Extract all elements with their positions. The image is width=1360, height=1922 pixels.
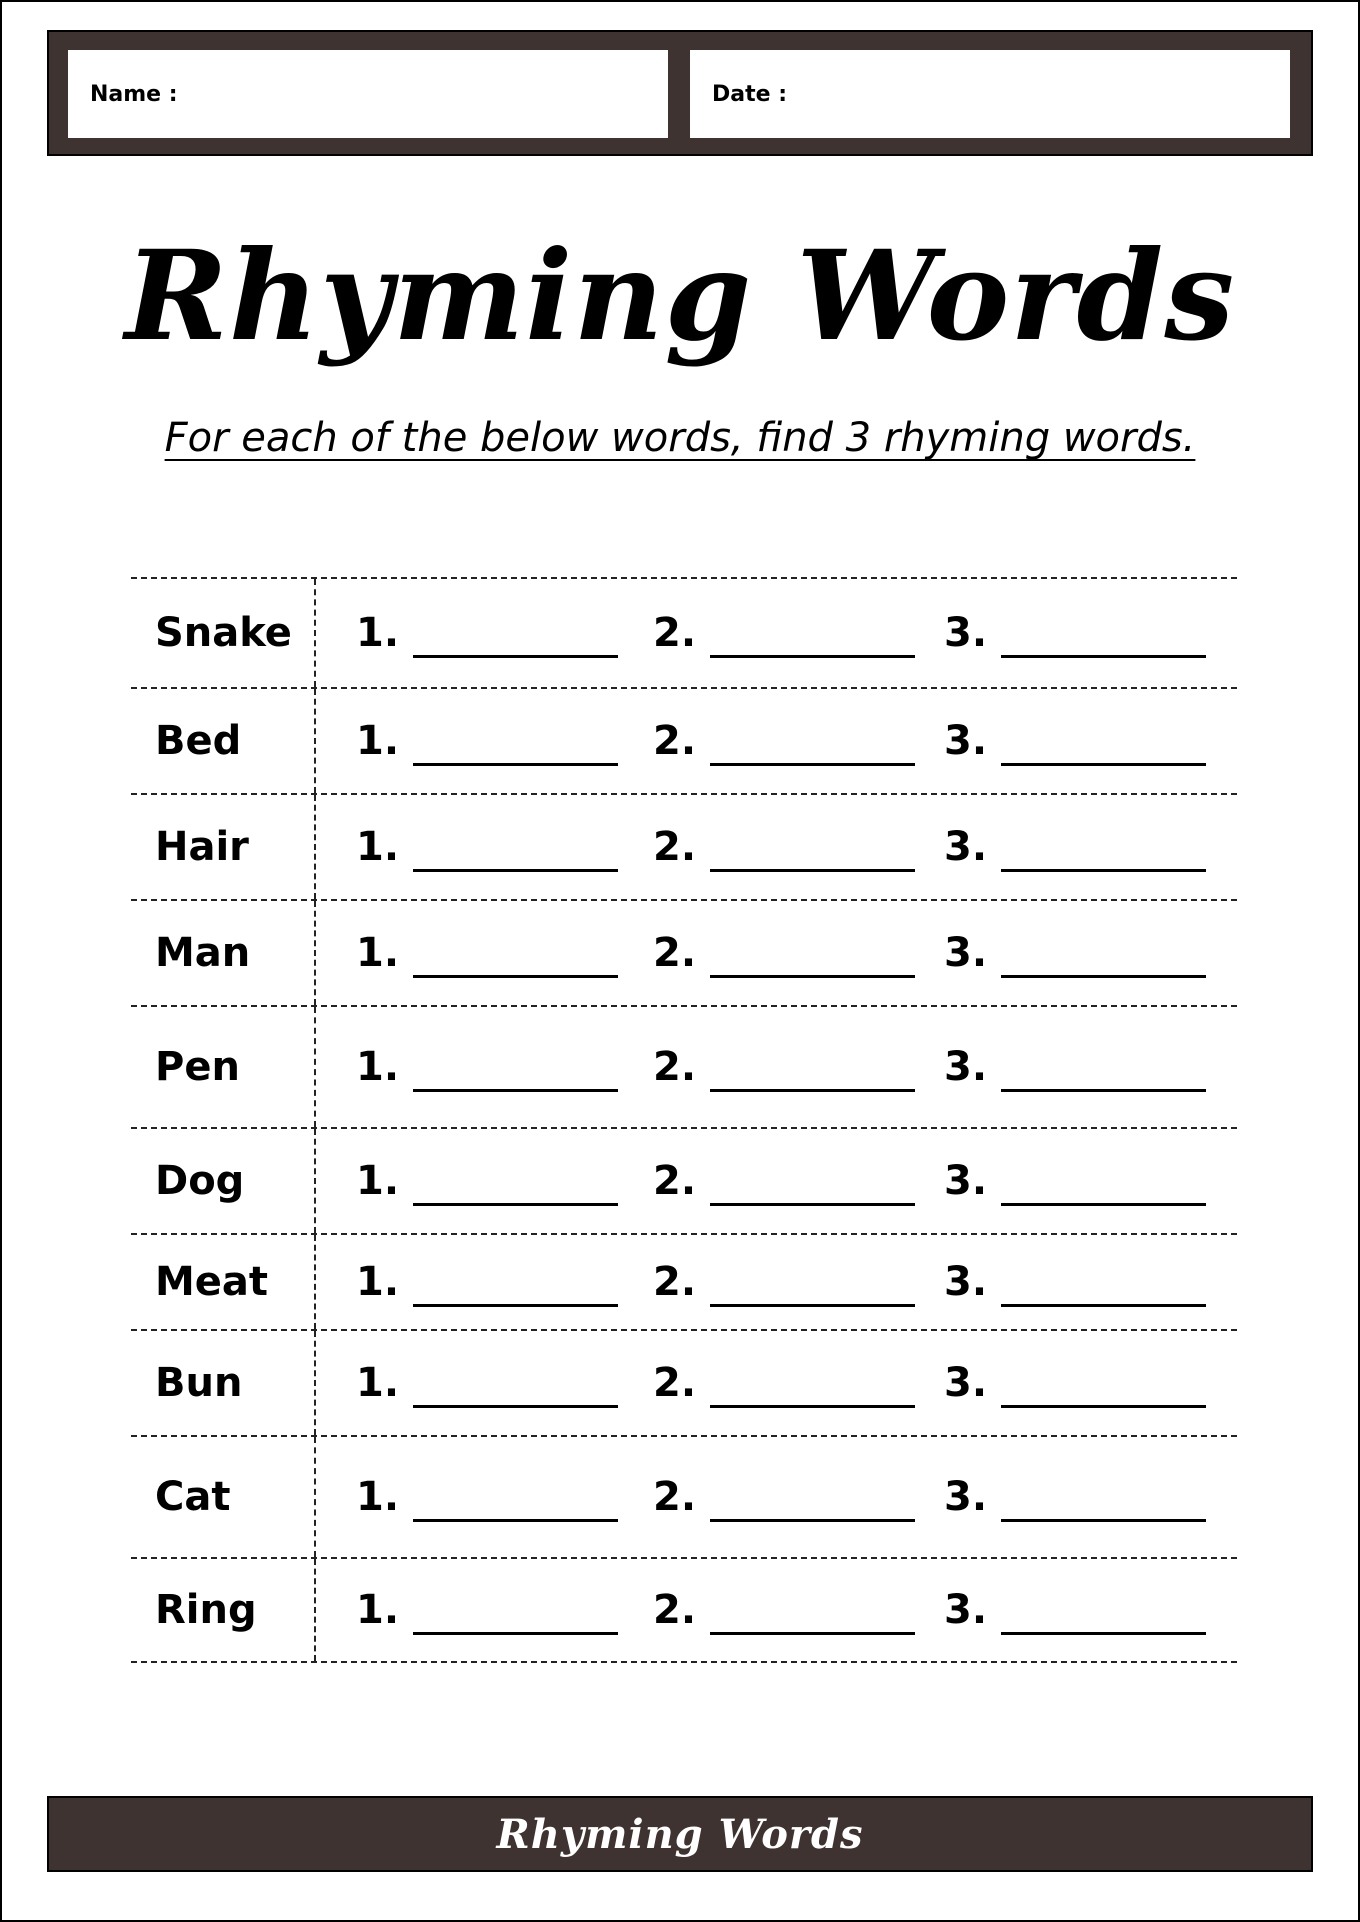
column-divider (314, 1129, 316, 1233)
answer-slot-3 (944, 689, 1206, 793)
answer-blank[interactable] (1001, 1173, 1206, 1206)
worksheet-row (131, 1435, 1237, 1557)
row-word: Hair (155, 824, 249, 870)
worksheet-row (131, 1005, 1237, 1127)
answer-slot-2 (653, 1437, 915, 1557)
worksheet-row (131, 687, 1237, 793)
slot-number: 3. (944, 824, 988, 870)
column-divider (314, 1559, 316, 1661)
answer-slot-3 (944, 795, 1206, 899)
answer-blank[interactable] (413, 733, 618, 766)
answer-slot-3 (944, 1235, 1206, 1329)
worksheet-row (131, 577, 1237, 687)
answer-blank[interactable] (1001, 733, 1206, 766)
answer-blank[interactable] (413, 1375, 618, 1408)
answer-blank[interactable] (710, 1375, 915, 1408)
slot-number: 2. (653, 1587, 697, 1633)
answer-blank[interactable] (1001, 1602, 1206, 1635)
row-word: Pen (155, 1044, 240, 1090)
slot-number: 2. (653, 1259, 697, 1305)
slot-number: 3. (944, 1360, 988, 1406)
slot-number: 3. (944, 610, 988, 656)
answer-slot-1 (356, 795, 618, 899)
answer-blank[interactable] (413, 945, 618, 978)
slot-number: 2. (653, 824, 697, 870)
answer-blank[interactable] (710, 1274, 915, 1307)
answer-blank[interactable] (413, 839, 618, 872)
answer-slot-2 (653, 689, 915, 793)
answer-slot-2 (653, 1007, 915, 1127)
column-divider (314, 689, 316, 793)
answer-blank[interactable] (413, 1173, 618, 1206)
worksheet-table (131, 577, 1237, 1663)
answer-slot-2 (653, 901, 915, 1005)
slot-number: 3. (944, 930, 988, 976)
column-divider (314, 579, 316, 687)
name-label: Name : (90, 81, 178, 107)
footer-title: Rhyming Words (496, 1810, 864, 1858)
slot-number: 2. (653, 610, 697, 656)
answer-blank[interactable] (413, 1059, 618, 1092)
slot-number: 2. (653, 930, 697, 976)
answer-blank[interactable] (1001, 1059, 1206, 1092)
answer-slot-2 (653, 1331, 915, 1435)
worksheet-row (131, 1127, 1237, 1233)
page-title: Rhyming Words (124, 224, 1236, 369)
slot-number: 3. (944, 1587, 988, 1633)
slot-number: 2. (653, 1474, 697, 1520)
answer-blank[interactable] (1001, 625, 1206, 658)
slot-number: 1. (356, 1044, 400, 1090)
slot-number: 1. (356, 930, 400, 976)
instructions (0, 410, 1360, 466)
answer-slot-2 (653, 1235, 915, 1329)
answer-slot-1 (356, 1129, 618, 1233)
answer-slot-3 (944, 901, 1206, 1005)
worksheet-row (131, 1233, 1237, 1329)
answer-slot-1 (356, 1235, 618, 1329)
answer-blank[interactable] (710, 839, 915, 872)
row-word: Dog (155, 1158, 245, 1204)
date-label: Date : (712, 81, 788, 107)
row-word: Meat (155, 1259, 269, 1305)
answer-blank[interactable] (1001, 1274, 1206, 1307)
slot-number: 1. (356, 1259, 400, 1305)
answer-slot-2 (653, 1129, 915, 1233)
answer-slot-1 (356, 1007, 618, 1127)
slot-number: 2. (653, 718, 697, 764)
answer-blank[interactable] (710, 625, 915, 658)
name-field[interactable] (68, 50, 668, 138)
answer-slot-1 (356, 1331, 618, 1435)
answer-slot-3 (944, 1559, 1206, 1661)
answer-blank[interactable] (413, 1602, 618, 1635)
answer-blank[interactable] (710, 733, 915, 766)
instructions-text: For each of the below words, find 3 rhyming words. (164, 415, 1196, 461)
answer-blank[interactable] (1001, 1375, 1206, 1408)
answer-slot-2 (653, 795, 915, 899)
slot-number: 1. (356, 1474, 400, 1520)
answer-blank[interactable] (710, 1059, 915, 1092)
row-word: Ring (155, 1587, 257, 1633)
column-divider (314, 1007, 316, 1127)
worksheet-row (131, 1557, 1237, 1663)
slot-number: 2. (653, 1044, 697, 1090)
worksheet-row (131, 793, 1237, 899)
slot-number: 1. (356, 1158, 400, 1204)
answer-blank[interactable] (413, 1274, 618, 1307)
column-divider (314, 795, 316, 899)
slot-number: 2. (653, 1158, 697, 1204)
slot-number: 3. (944, 718, 988, 764)
answer-slot-1 (356, 901, 618, 1005)
row-word: Man (155, 930, 251, 976)
answer-blank[interactable] (413, 625, 618, 658)
column-divider (314, 1331, 316, 1435)
slot-number: 2. (653, 1360, 697, 1406)
worksheet-row (131, 899, 1237, 1005)
answer-blank[interactable] (710, 1489, 915, 1522)
answer-blank[interactable] (413, 1489, 618, 1522)
slot-number: 1. (356, 1587, 400, 1633)
answer-slot-3 (944, 1437, 1206, 1557)
column-divider (314, 901, 316, 1005)
answer-slot-2 (653, 1559, 915, 1661)
answer-slot-1 (356, 689, 618, 793)
row-word: Snake (155, 610, 292, 656)
header-bar (47, 30, 1313, 156)
row-word: Bun (155, 1360, 243, 1406)
date-field[interactable] (690, 50, 1290, 138)
slot-number: 3. (944, 1259, 988, 1305)
answer-slot-2 (653, 579, 915, 687)
footer-bar (47, 1796, 1313, 1872)
worksheet-row (131, 1329, 1237, 1435)
answer-blank[interactable] (1001, 1489, 1206, 1522)
column-divider (314, 1235, 316, 1329)
slot-number: 1. (356, 718, 400, 764)
slot-number: 1. (356, 1360, 400, 1406)
slot-number: 3. (944, 1044, 988, 1090)
row-word: Cat (155, 1474, 231, 1520)
answer-slot-3 (944, 1129, 1206, 1233)
answer-slot-1 (356, 579, 618, 687)
answer-slot-3 (944, 1331, 1206, 1435)
column-divider (314, 1437, 316, 1557)
answer-slot-1 (356, 1437, 618, 1557)
slot-number: 3. (944, 1158, 988, 1204)
slot-number: 1. (356, 610, 400, 656)
answer-slot-3 (944, 579, 1206, 687)
answer-blank[interactable] (1001, 839, 1206, 872)
answer-slot-3 (944, 1007, 1206, 1127)
slot-number: 3. (944, 1474, 988, 1520)
slot-number: 1. (356, 824, 400, 870)
answer-blank[interactable] (710, 945, 915, 978)
answer-blank[interactable] (1001, 945, 1206, 978)
answer-blank[interactable] (710, 1602, 915, 1635)
answer-blank[interactable] (710, 1173, 915, 1206)
row-word: Bed (155, 718, 242, 764)
answer-slot-1 (356, 1559, 618, 1661)
